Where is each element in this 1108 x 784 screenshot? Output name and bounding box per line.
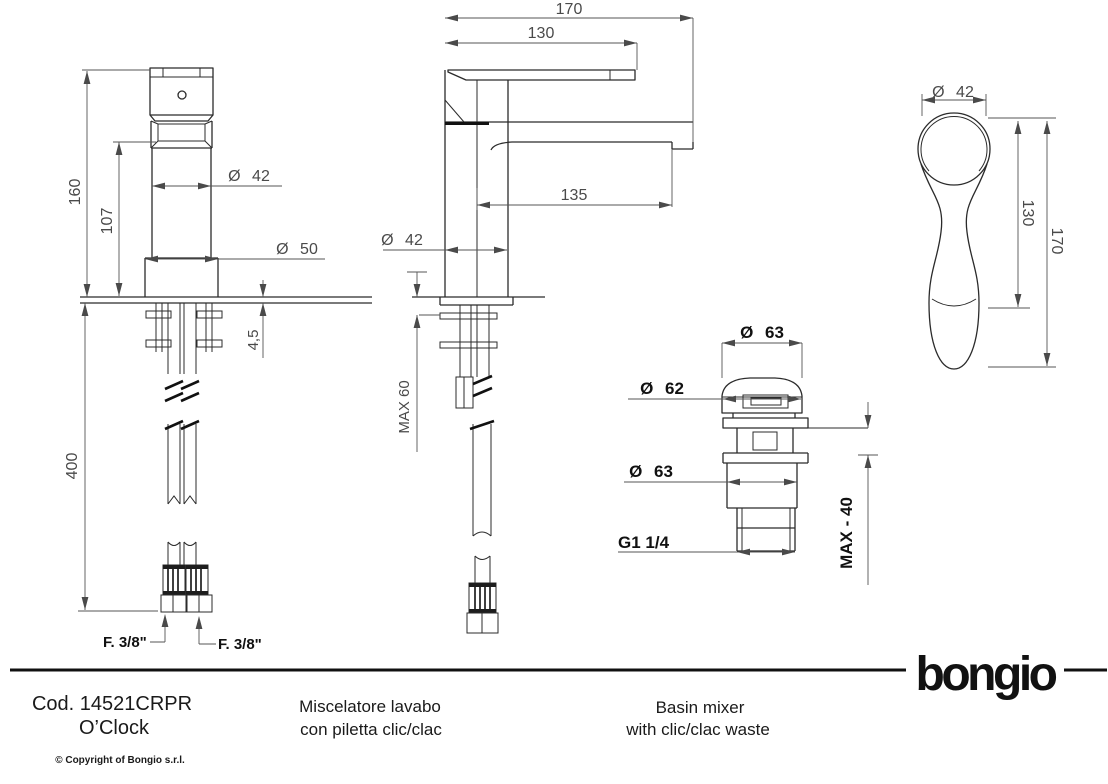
dim-label-d63-bottom: Ø 63 [629,462,673,481]
dim-label-d63-top: Ø 63 [740,323,784,342]
dim-label-107: 107 [99,207,116,235]
caption-english-line2: with clic/clac waste [626,720,770,739]
dim-label-170-side: 170 [555,1,583,18]
dim-label-400: 400 [64,452,81,480]
dim-label-d62: Ø 62 [640,379,684,398]
dim-label-d42-side: Ø 42 [381,232,423,249]
fitting-label-right: F. 3/8" [218,636,262,653]
dim-label-max60: MAX 60 [396,380,413,434]
dim-label-130-side: 130 [527,25,555,42]
product-name: O’Clock [78,717,150,739]
caption-english-line1: Basin mixer [655,698,745,717]
dim-label-g114: G1 1/4 [618,533,670,552]
dim-label-max40: MAX - 40 [837,497,856,569]
fitting-label-left: F. 3/8" [103,634,147,651]
copyright-notice: © Copyright of Bongio s.r.l. [55,755,185,766]
caption-italian-line2: con piletta clic/clac [300,720,442,739]
dim-label-d50: Ø 50 [276,241,318,258]
dim-label-4-5: 4,5 [245,329,262,351]
dim-label-160: 160 [67,178,84,206]
product-code: Cod. 14521CRPR [31,693,193,715]
caption-italian-line1: Miscelatore lavabo [299,697,441,716]
dim-label-130-handle: 130 [1019,199,1036,227]
bongio-logo: bongio [915,648,1055,701]
dim-label-170-handle: 170 [1048,227,1065,255]
dim-label-d42-front: Ø 42 [228,168,270,185]
dim-label-135: 135 [560,187,588,204]
dim-label-d42-handle: Ø 42 [932,84,974,101]
